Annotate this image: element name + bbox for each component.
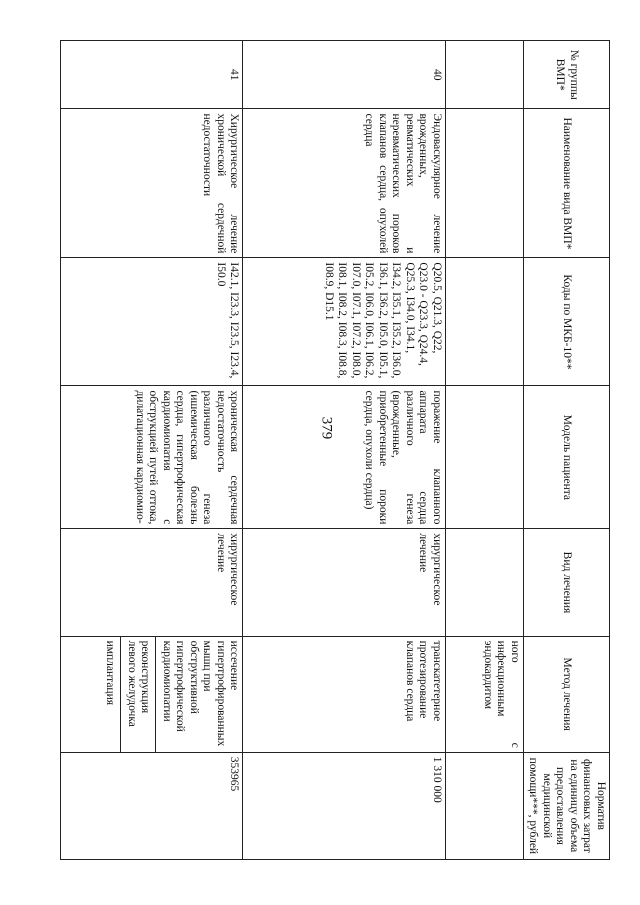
cost-norm-cell: 353965 [61, 752, 243, 859]
table-header-row [524, 41, 610, 860]
table-row-41 [61, 41, 243, 860]
vmp-name-cell: Эндоваскулярное лечение врожденных, ревматических и неревматических пороков клапанов сердца, опухолей сердца [243, 109, 446, 258]
table-row-continuation [445, 41, 523, 860]
header-treatment-method: Метод лечения [524, 636, 610, 752]
header-patient-model: Модель пациента [524, 386, 610, 529]
treatment-type-cell: хирургическое лечение [243, 529, 446, 636]
header-treatment-type: Вид лечения [524, 529, 610, 636]
page-number: 379 [318, 416, 335, 440]
treatment-method-cell [243, 636, 446, 752]
group-number-cell: 41 [61, 41, 243, 109]
treatment-method-item: иссечение гипертрофированных мышц при обструктивной гипертрофической кардиомиопатии [155, 637, 240, 752]
treatment-method-item: имплантация [104, 640, 117, 706]
patient-model-cell: хроническая сердечная недостаточность различного генеза (ишемическая болезнь сердца, гипертрофическая кардиомиопатия с обструкцией путей оттока, дилатационная кардиомио- [61, 386, 243, 529]
cost-norm-cell: 1 310 000 [243, 752, 446, 859]
group-number-cell: 40 [243, 41, 446, 109]
table-row-40 [243, 41, 446, 860]
treatment-type-cell: хирургическое лечение [61, 529, 243, 636]
header-icd-codes: Коды по МКБ-10** [524, 258, 610, 386]
table-container [60, 40, 610, 860]
header-group-number: № группы ВМП* [524, 41, 610, 109]
treatment-method-item: транскатетерное протезирование клапанов сердца [403, 640, 443, 722]
continuation-method-cell: ного с инфекционным эндокардитом [445, 636, 523, 752]
treatment-method-item: реконструкция левого желудочка [120, 637, 151, 752]
vmp-table [60, 40, 610, 860]
patient-model-cell: поражение клапанного аппарата сердца различного генеза (врожденные, приобретенные пороки сердца, опухоли сердца) [243, 386, 446, 529]
treatment-method-cell [61, 636, 243, 752]
icd-codes-cell: Q20.5, Q21.3, Q22, Q23.0 - Q23.3, Q24.4, Q25.3, I34.0, I34.1, I34.2, I35.1, I35.2, I36.0, I36.1, I36.2, I05.0, I05.1, I05.2, I06.0, I06.1, I06.2, I07.0, I07.1, I07.2, I08.0, I08.1, I08.2, I08.3, I08.8, I08.9, D15.1 [243, 258, 446, 386]
header-vmp-name: Наименование вида ВМП* [524, 109, 610, 258]
icd-codes-cell: I42.1, I23.3, I23.5, I23.4, I50.0 [61, 258, 243, 386]
vmp-name-cell: Хирургическое лечение хронической сердечной недостаточности [61, 109, 243, 258]
header-cost-norm: Норматив финансовых затрат на единицу объема предоставления медицинской помощи***, рублей [524, 752, 610, 859]
